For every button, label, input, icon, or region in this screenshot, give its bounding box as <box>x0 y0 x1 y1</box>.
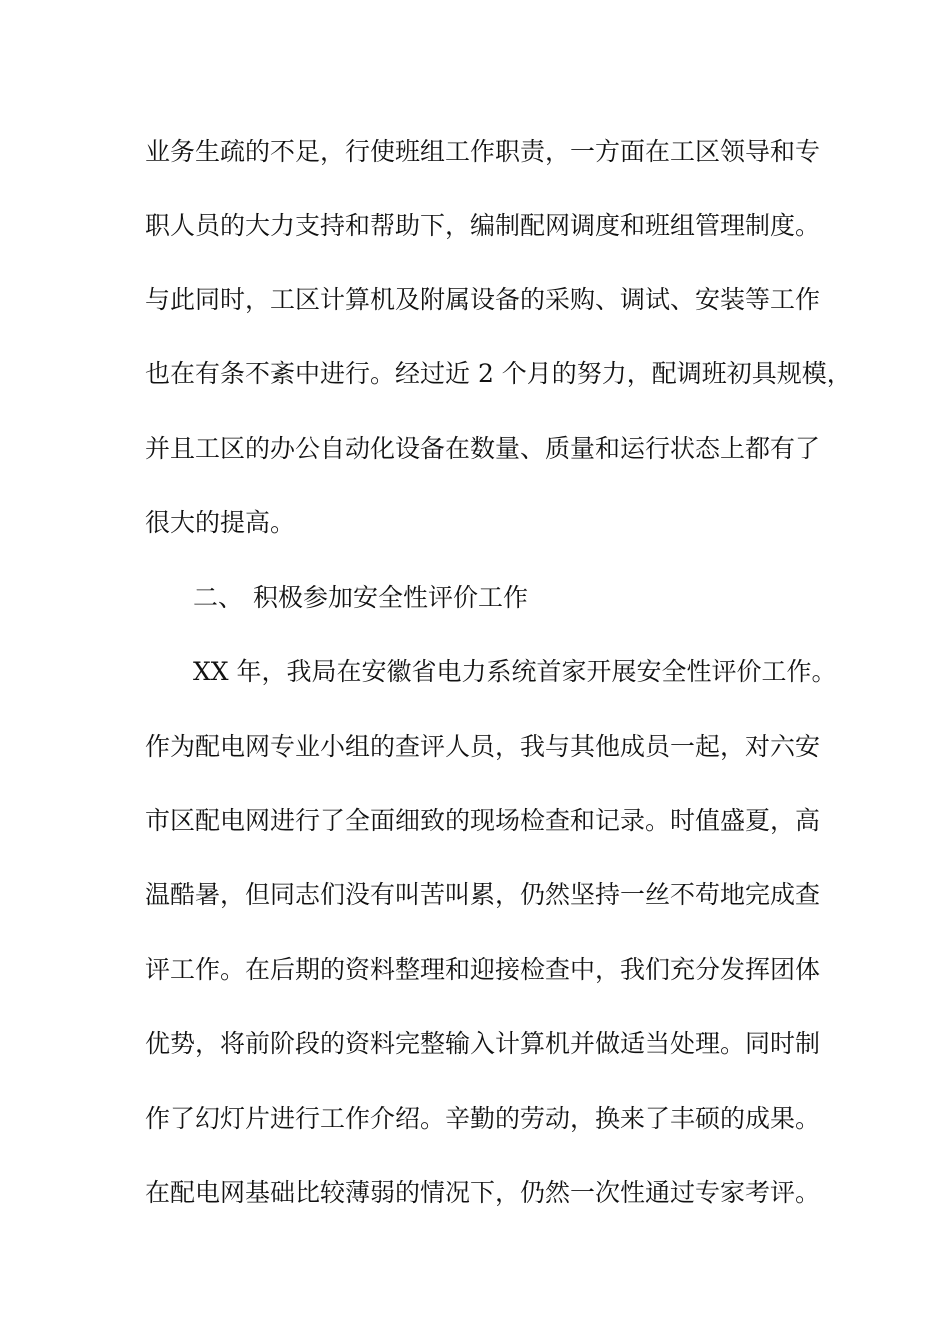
paragraph-line: 职人员的大力支持和帮助下，编制配网调度和班组管理制度。 <box>145 211 821 240</box>
section-title: 积极参加安全性评价工作 <box>253 583 529 612</box>
section-number: 二、 <box>193 583 244 612</box>
paragraph-line: 也在有条不紊中进行。经过近 2 个月的努力，配调班初具规模， <box>145 359 852 388</box>
paragraph-line: 业务生疏的不足，行使班组工作职责，一方面在工区领导和专 <box>145 137 821 166</box>
paragraph-line: 很大的提高。 <box>145 508 296 537</box>
paragraph-line: 与此同时，工区计算机及附属设备的采购、调试、安装等工作 <box>145 285 821 314</box>
paragraph-line: XX 年，我局在安徽省电力系统首家开展安全性评价工作。 <box>193 657 837 686</box>
paragraph-line: 市区配电网进行了全面细致的现场检查和记录。时值盛夏，高 <box>145 806 821 835</box>
paragraph-line: 并且工区的办公自动化设备在数量、质量和运行状态上都有了 <box>145 434 821 463</box>
paragraph-line: 温酷暑，但同志们没有叫苦叫累，仍然坚持一丝不苟地完成查 <box>145 880 821 909</box>
paragraph-line: 优势，将前阶段的资料完整输入计算机并做适当处理。同时制 <box>145 1029 821 1058</box>
paragraph-line: 在配电网基础比较薄弱的情况下，仍然一次性通过专家考评。 <box>145 1178 821 1207</box>
paragraph-line: 作为配电网专业小组的查评人员，我与其他成员一起，对六安 <box>145 732 821 761</box>
paragraph-line: 作了幻灯片进行工作介绍。辛勤的劳动，换来了丰硕的成果。 <box>145 1104 821 1133</box>
paragraph-line: 评工作。在后期的资料整理和迎接检查中，我们充分发挥团体 <box>145 955 821 984</box>
